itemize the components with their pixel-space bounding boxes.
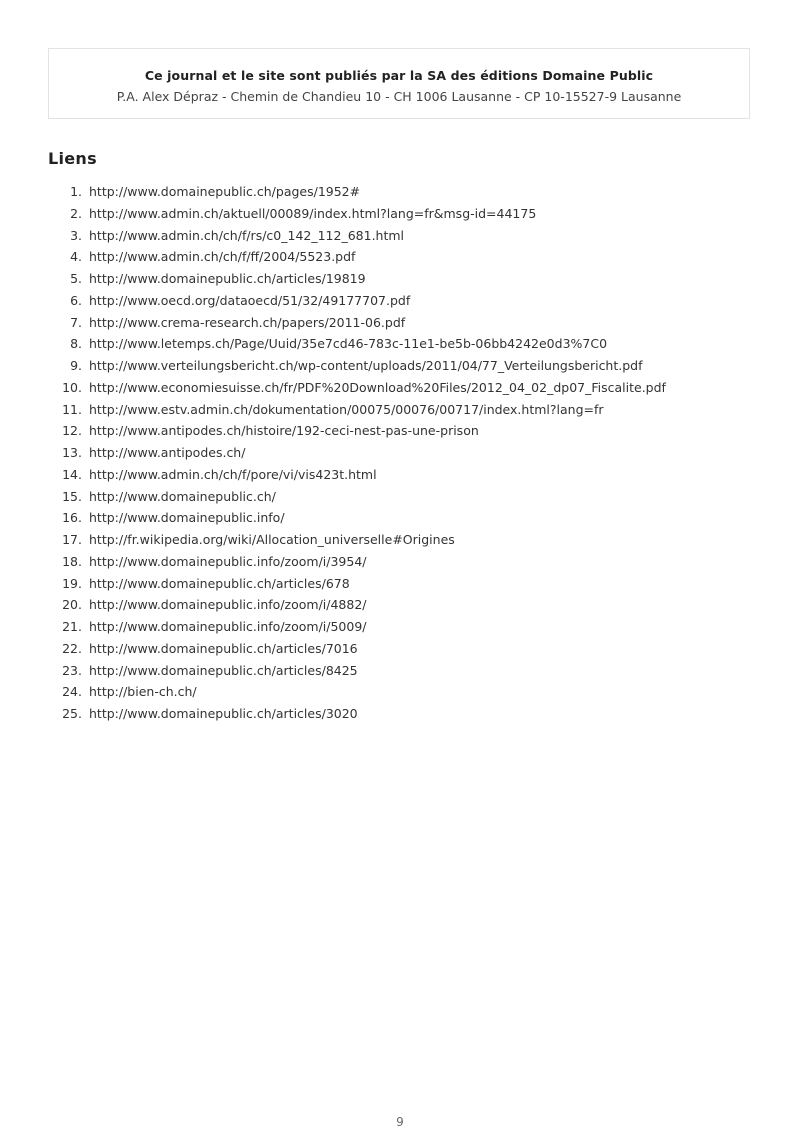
link-url[interactable]: http://www.admin.ch/ch/f/ff/2004/5523.pdf: [89, 249, 356, 265]
link-url[interactable]: http://www.domainepublic.ch/articles/8425: [89, 662, 358, 678]
link-number: 5.: [70, 271, 82, 286]
link-item: [48, 616, 768, 638]
link-url[interactable]: http://www.letemps.ch/Page/Uuid/35e7cd46-783c-11e1-be5b-06bb4242e0d3%7C0: [89, 336, 608, 352]
link-number: 15.: [62, 488, 82, 504]
link-number: 11.: [62, 401, 82, 417]
link-number: 21.: [62, 619, 82, 634]
publisher-title: Ce journal et le site sont publiés par la SA des éditions Domaine Public: [144, 68, 654, 83]
link-number: 18.: [62, 553, 82, 569]
link-url[interactable]: http://bien-ch.ch/: [89, 684, 197, 700]
links-list: [48, 181, 768, 725]
link-number: 25.: [62, 706, 82, 721]
link-item: [48, 268, 768, 290]
link-item: [48, 681, 768, 703]
page-number: 9: [396, 1115, 404, 1129]
link-url[interactable]: http://www.domainepublic.info/zoom/i/4882/: [89, 597, 367, 613]
link-item: [48, 703, 768, 725]
link-number: 1.: [70, 184, 82, 199]
link-item: [48, 660, 768, 682]
link-item: [48, 551, 768, 573]
link-item: [48, 442, 768, 464]
link-url[interactable]: http://www.verteilungsbericht.ch/wp-content/uploads/2011/04/77_Verteilungsbericht.pdf: [89, 358, 643, 373]
link-item: [48, 507, 768, 529]
link-item: [48, 377, 768, 399]
link-number: 19.: [62, 575, 82, 591]
link-number: 20.: [62, 597, 82, 613]
link-number: 10.: [62, 379, 82, 395]
link-url[interactable]: http://www.economiesuisse.ch/fr/PDF%20Download%20Files/2012_04_02_dp07_Fiscalite.pdf: [89, 379, 666, 395]
link-url[interactable]: http://www.admin.ch/ch/f/pore/vi/vis423t.html: [89, 466, 377, 482]
link-url[interactable]: http://fr.wikipedia.org/wiki/Allocation_universelle#Origines: [89, 532, 455, 547]
link-item: [48, 290, 768, 312]
publisher-address: P.A. Alex Dépraz - Chemin de Chandieu 10 - CH 1006 Lausanne - CP 10-15527-9 Lausanne: [116, 89, 682, 104]
link-number: 17.: [62, 532, 82, 547]
link-url[interactable]: http://www.admin.ch/aktuell/00089/index.html?lang=fr&msg-id=44175: [89, 205, 537, 221]
link-item: [48, 333, 768, 355]
link-url[interactable]: http://www.estv.admin.ch/dokumentation/00075/00076/00717/index.html?lang=fr: [89, 401, 604, 417]
link-number: 8.: [70, 336, 82, 352]
links-heading: Liens: [48, 149, 97, 168]
link-number: 22.: [62, 640, 82, 656]
link-number: 7.: [70, 314, 82, 330]
link-number: 3.: [70, 227, 82, 243]
link-number: 12.: [62, 423, 82, 439]
link-item: [48, 529, 768, 551]
link-item: [48, 312, 768, 334]
link-item: [48, 420, 768, 442]
link-url[interactable]: http://www.domainepublic.info/zoom/i/3954/: [89, 553, 367, 569]
link-url[interactable]: http://www.crema-research.ch/papers/2011-06.pdf: [89, 314, 406, 330]
link-item: [48, 246, 768, 268]
link-url[interactable]: http://www.antipodes.ch/: [89, 445, 246, 460]
link-url[interactable]: http://www.domainepublic.ch/articles/3020: [89, 706, 358, 721]
link-number: 24.: [62, 684, 82, 700]
link-item: [48, 594, 768, 616]
link-number: 6.: [70, 292, 82, 308]
link-url[interactable]: http://www.domainepublic.ch/articles/7016: [89, 640, 358, 656]
link-url[interactable]: http://www.domainepublic.ch/articles/19819: [89, 271, 366, 286]
link-number: 23.: [62, 662, 82, 678]
publisher-box: [48, 48, 750, 119]
link-number: 9.: [70, 358, 82, 373]
link-item: [48, 181, 768, 203]
link-item: [48, 573, 768, 595]
link-item: [48, 464, 768, 486]
link-url[interactable]: http://www.domainepublic.ch/articles/678: [89, 575, 350, 591]
link-item: [48, 399, 768, 421]
link-url[interactable]: http://www.oecd.org/dataoecd/51/32/49177707.pdf: [89, 292, 411, 308]
link-item: [48, 225, 768, 247]
link-url[interactable]: http://www.domainepublic.ch/: [89, 488, 276, 504]
link-url[interactable]: http://www.domainepublic.ch/pages/1952#: [89, 184, 361, 199]
link-item: [48, 638, 768, 660]
link-url[interactable]: http://www.antipodes.ch/histoire/192-ceci-nest-pas-une-prison: [89, 423, 479, 439]
link-item: [48, 486, 768, 508]
link-item: [48, 355, 768, 377]
link-url[interactable]: http://www.admin.ch/ch/f/rs/c0_142_112_681.html: [89, 227, 405, 243]
link-number: 14.: [62, 466, 82, 482]
link-item: [48, 203, 768, 225]
link-url[interactable]: http://www.domainepublic.info/: [89, 510, 285, 526]
link-number: 16.: [62, 510, 82, 526]
link-number: 13.: [62, 445, 82, 460]
link-number: 2.: [70, 205, 82, 221]
link-url[interactable]: http://www.domainepublic.info/zoom/i/5009/: [89, 619, 367, 634]
link-number: 4.: [70, 249, 82, 265]
